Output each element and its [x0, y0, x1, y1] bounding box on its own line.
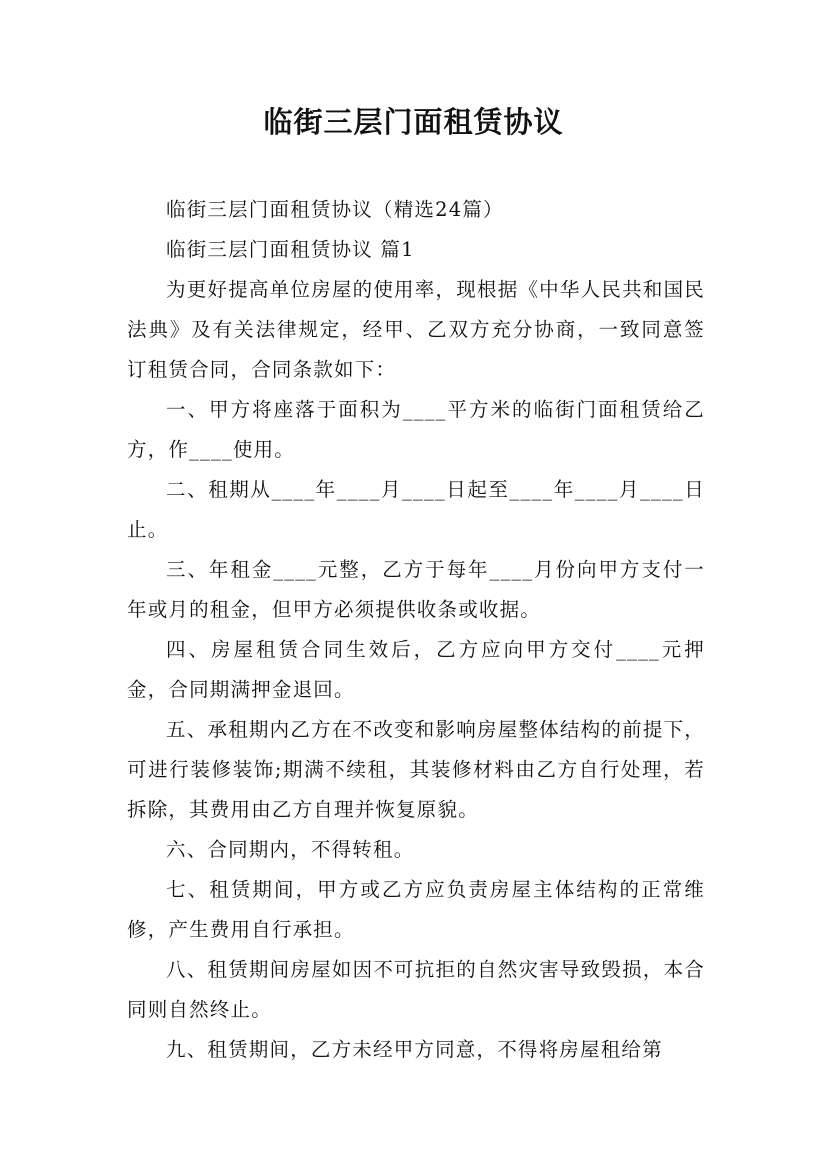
paragraph-clause-7: 七、租赁期间，甲方或乙方应负责房屋主体结构的正常维修，产生费用自行承担。 — [127, 878, 705, 941]
document-body — [127, 190, 705, 1070]
paragraph-preamble: 为更好提高单位房屋的使用率，现根据《中华人民共和国民法典》及有关法律规定，经甲、乙双方充分协商，一致同意签订租赁合同，合同条款如下： — [127, 278, 705, 381]
paragraph-clause-5: 五、承租期内乙方在不改变和影响房屋整体结构的前提下，可进行装修装饰;期满不续租，其装修材料由乙方自行处理，若拆除，其费用由乙方自理并恢复原貌。 — [127, 718, 705, 821]
paragraph-clause-2: 二、租期从____年____月____日起至____年____月____日止。 — [127, 478, 705, 541]
paragraph-clause-4: 四、房屋租赁合同生效后，乙方应向甲方交付____元押金，合同期满押金退回。 — [127, 638, 705, 701]
paragraph-section-heading: 临街三层门面租赁协议 篇1 — [166, 238, 415, 261]
paragraph-clause-3: 三、年租金____元整，乙方于每年____月份向甲方支付一年或月的租金，但甲方必须提供收条或收据。 — [127, 558, 705, 621]
document-title: 临街三层门面租赁协议 — [263, 105, 564, 139]
paragraph-subtitle: 临街三层门面租赁协议（精选24篇） — [166, 198, 504, 221]
paragraph-clause-1: 一、甲方将座落于面积为____平方米的临街门面租赁给乙方，作____使用。 — [127, 398, 705, 461]
paragraph-clause-9: 九、租赁期间，乙方未经甲方同意，不得将房屋租给第 — [166, 1038, 663, 1061]
paragraph-clause-8: 八、租赁期间房屋如因不可抗拒的自然灾害导致毁损，本合同则自然终止。 — [127, 958, 705, 1021]
paragraph-clause-6: 六、合同期内，不得转租。 — [166, 838, 415, 861]
